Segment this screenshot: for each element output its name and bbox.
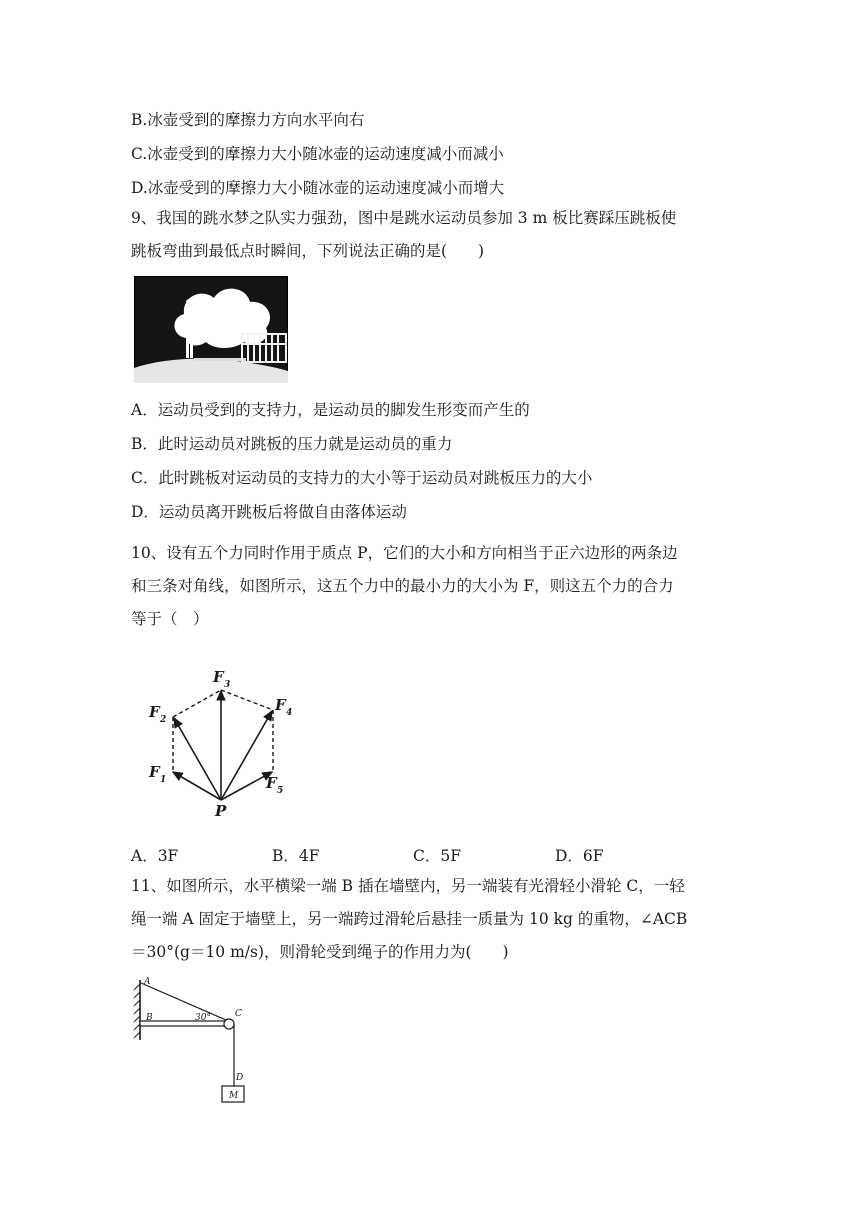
q9-option-d: D．运动员离开跳板后将做自由落体运动 — [131, 503, 407, 521]
label-f5: F — [266, 774, 277, 792]
q9-stem-line1: 9、我国的跳水梦之队实力强劲，图中是跳水运动员参加 3 m 板比赛踩压跳板使 — [131, 209, 677, 227]
label-f1: F — [149, 763, 160, 781]
pulley-beam-figure — [128, 974, 258, 1106]
label-c: C — [235, 1009, 242, 1019]
q8-option-b: B.冰壶受到的摩擦力方向水平向右 — [131, 111, 365, 129]
q10-stem-line2: 和三条对角线，如图所示，这五个力中的最小力的大小为 F，则这五个力的合力 — [131, 577, 674, 595]
label-f2: F — [149, 703, 160, 721]
label-p: P — [215, 802, 227, 820]
q10-stem-line3: 等于（ ） — [131, 610, 209, 628]
label-angle: 30° — [195, 1013, 211, 1023]
q11-stem-line2: 绳一端 A 固定于墙壁上，另一端跨过滑轮后悬挂一质量为 10 kg 的重物，∠ACB — [131, 910, 688, 928]
q10-option-a: A．3F — [131, 847, 179, 865]
label-f5-sub: 5 — [277, 786, 284, 796]
q11-stem-line3: ＝30°(g＝10 m/s)，则滑轮受到绳子的作用力为( ) — [131, 943, 509, 961]
q10-option-c: C．5F — [413, 847, 461, 865]
label-f2-sub: 2 — [160, 715, 167, 725]
q11-stem-line1: 11、如图所示，水平横梁一端 B 插在墙壁内，另一端装有光滑轻小滑轮 C，一轻 — [131, 877, 685, 895]
label-f4-sub: 4 — [286, 708, 293, 718]
label-m: M — [229, 1091, 239, 1101]
q10-option-b: B．4F — [272, 847, 320, 865]
q9-option-a: A．运动员受到的支持力，是运动员的脚发生形变而产生的 — [131, 401, 530, 419]
q10-stem-line1: 10、设有五个力同时作用于质点 P，它们的大小和方向相当于正六边形的两条边 — [131, 544, 678, 562]
q10-option-d: D．6F — [555, 847, 604, 865]
diving-photo-figure — [134, 276, 288, 383]
q9-stem-line2: 跳板弯曲到最低点时瞬间，下列说法正确的是( ) — [131, 242, 485, 260]
q9-option-b: B．此时运动员对跳板的压力就是运动员的重力 — [131, 435, 453, 453]
q8-option-c: C.冰壶受到的摩擦力大小随冰壶的运动速度减小而减小 — [131, 145, 504, 163]
label-f3-sub: 3 — [224, 680, 231, 690]
label-d: D — [236, 1073, 244, 1083]
q9-option-c: C．此时跳板对运动员的支持力的大小等于运动员对跳板压力的大小 — [131, 469, 593, 487]
label-f1-sub: 1 — [160, 775, 167, 785]
label-b: B — [146, 1013, 153, 1023]
q8-option-d: D.冰壶受到的摩擦力大小随冰壶的运动速度减小而增大 — [131, 179, 505, 197]
hexagon-forces-figure — [140, 660, 310, 820]
label-f3: F — [213, 668, 224, 686]
label-a: A — [144, 977, 151, 987]
label-f4: F — [275, 696, 286, 714]
